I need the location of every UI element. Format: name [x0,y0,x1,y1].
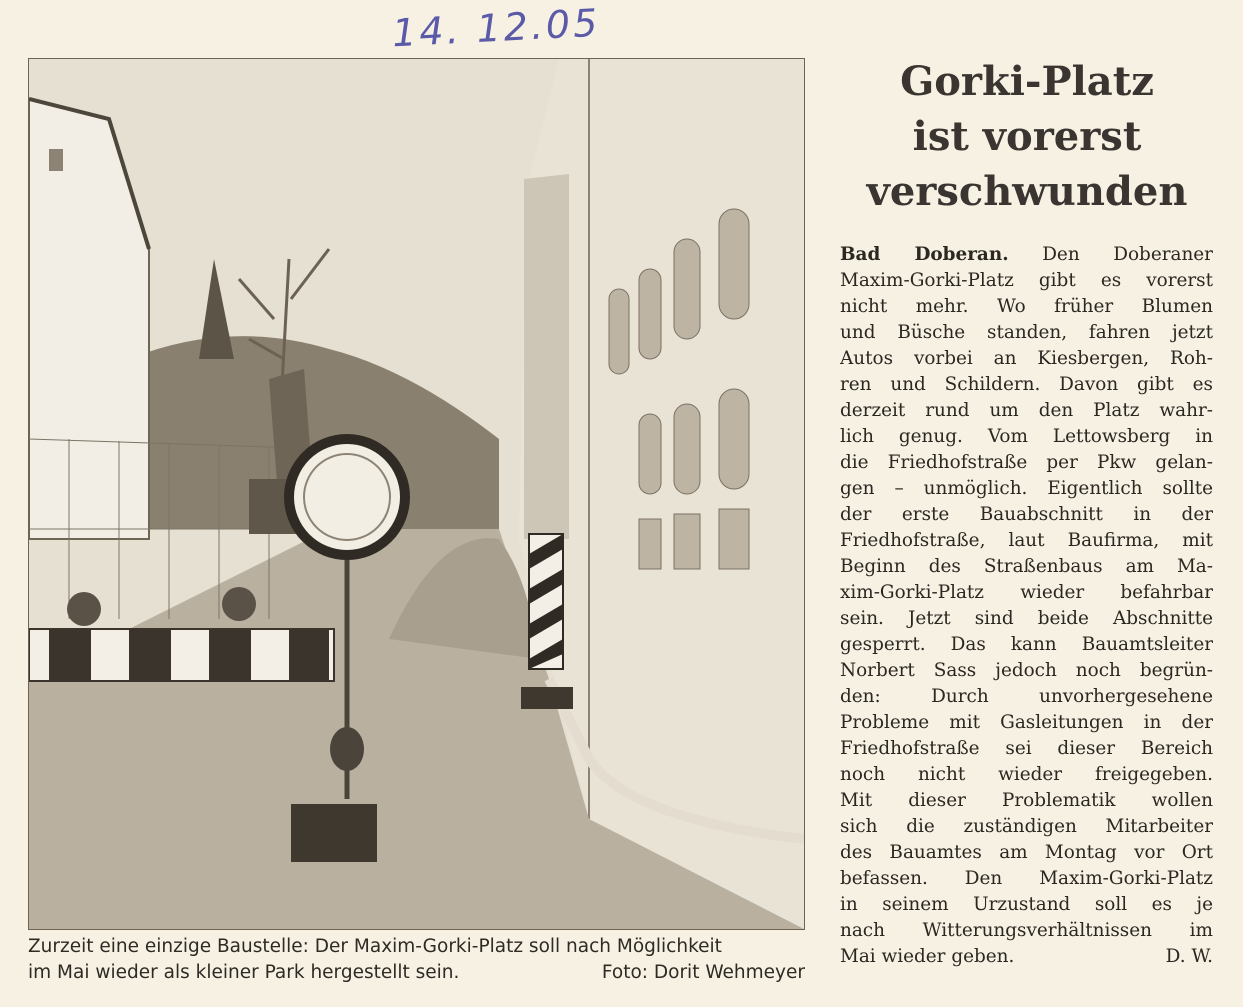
article-line: Norbert Sass jedoch noch begrün- [840,660,1213,681]
handwritten-date: 14. 12.05 [390,0,602,56]
headline-line-2: ist vorerst [912,113,1142,160]
article-line: xim-Gorki-Platz wieder befahrbar [840,582,1213,603]
construction-site-photo [28,58,805,930]
author-signature: D. W. [1165,946,1213,967]
photo-credit: Foto: Dorit Wehmeyer [601,962,805,983]
article-line: in seinem Urzustand soll es je [840,894,1213,915]
article-line: Bad Doberan. Den Doberaner [840,244,1213,265]
article-line: Friedhofstraße sei dieser Bereich [840,738,1213,759]
article-line: Maxim-Gorki-Platz gibt es vorerst [840,270,1213,291]
article-line: gen – unmöglich. Eigentlich sollte [840,478,1213,499]
headline-line-3: verschwunden [866,168,1188,215]
article-body [840,242,1213,970]
article-line: und Büsche standen, fahren jetzt [840,322,1213,343]
caption-line-2 [28,960,805,986]
article-line: gesperrt. Das kann Bauamtsleiter [840,634,1213,655]
article-line: Mai wieder geben. D. W. [840,944,1213,970]
article-line: lich genug. Vom Lettowsberg in [840,426,1213,447]
article-line: ren und Schildern. Davon gibt es [840,374,1213,395]
article-line: Probleme mit Gasleitungen in der [840,712,1213,733]
article-line: derzeit rund um den Platz wahr- [840,400,1213,421]
article-line: nicht mehr. Wo früher Blumen [840,296,1213,317]
article-line: befassen. Den Maxim-Gorki-Platz [840,868,1213,889]
faded-bleedthrough-text [640,0,810,40]
article-line: sein. Jetzt sind beide Abschnitte [840,608,1213,629]
article-dateline: Bad Doberan. [840,244,1009,265]
caption-line-1: Zurzeit eine einzige Baustelle: Der Maxim-Gorki-Platz soll nach Möglichkeit [28,936,722,957]
article-line: noch nicht wieder freigegeben. [840,764,1213,785]
article-line: Beginn des Straßenbaus am Ma- [840,556,1213,577]
article-line: den: Durch unvorhergesehene [840,686,1213,707]
article-line: nach Witterungsverhältnissen im [840,920,1213,941]
article-line: des Bauamtes am Montag vor Ort [840,842,1213,863]
article-headline [822,54,1232,219]
article-line: die Friedhofstraße per Pkw gelan- [840,452,1213,473]
article-line: Autos vorbei an Kiesbergen, Roh- [840,348,1213,369]
article-line: sich die zuständigen Mitarbeiter [840,816,1213,837]
article-line: Friedhofstraße, laut Baufirma, mit [840,530,1213,551]
headline-line-1: Gorki-Platz [900,58,1154,105]
caption-line-2-text: im Mai wieder als kleiner Park hergestellt sein. [28,962,460,983]
article-line: Mit dieser Problematik wollen [840,790,1213,811]
article-line: der erste Bauabschnitt in der [840,504,1213,525]
photo-caption [28,934,805,986]
